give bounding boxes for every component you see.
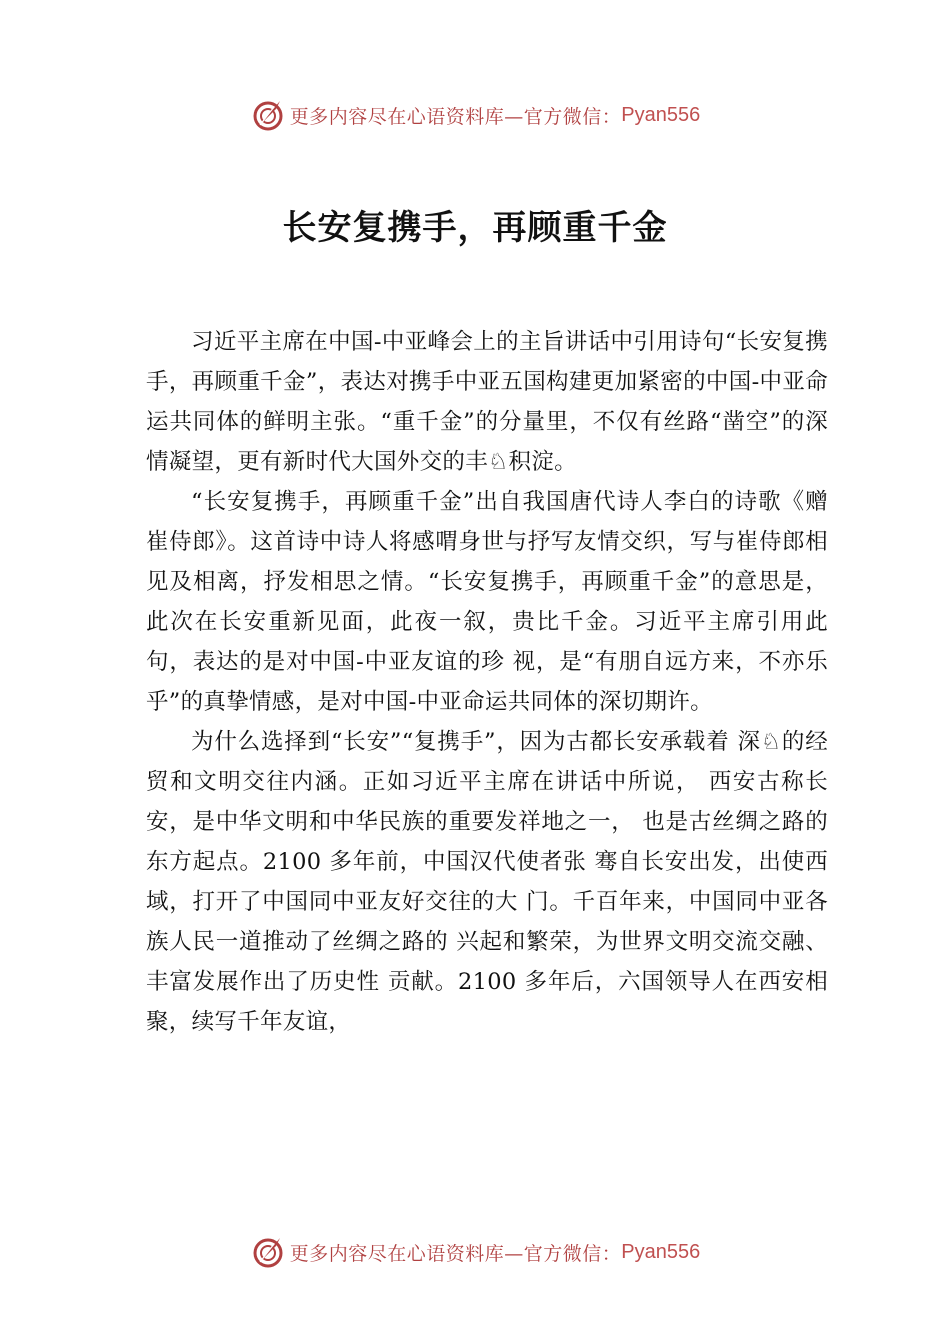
banner-text: 更多内容尽在心语资料库—官方微信： [289, 1242, 622, 1265]
paragraph-2: “长安复携手，再顾重千金”出自我国唐代诗人李白的诗歌《赠崔侍郎》。这首诗中诗人将感喟身世与抒写友情交织，写与崔侍郎相见及相离，抒发相思之情。“长安复携手，再顾重千金”的意思是，此次在长安重新见面，此夜一叙，贵比千金。习近平主席引用此句，表达的是对中国-中亚友谊的珍 视，是“有朋自远方来，不亦乐乎”的真挚情感，是对中国-中亚命运共同体的深切期许。 [146, 489, 828, 715]
paragraph-3: 为什么选择到“长安”“复携手”，因为古都长安承载着 深♘的经贸和文明交往内涵。正如习近平主席在讲话中所说， 西安古称长安，是中华文明和中华民族的重要发祥地之一， 也是古丝绸之路的东方起点。2100 多年前，中国汉代使者张 骞自长安出发，出使西域，打开了中国同中亚友好交往的大 门。千百年来，中国同中亚各族人民一道推动了丝绸之路的 兴起和繁荣，为世界文明交流交融、丰富发展作出了历史性 贡献。2100 多年后，六国领导人在西安相聚，续写千年友谊， [146, 729, 828, 1035]
quill-pen-logo-icon [250, 1234, 286, 1270]
footer-banner [0, 1232, 950, 1272]
banner-text: 更多内容尽在心语资料库—官方微信： [289, 105, 622, 128]
wechat-id: Pyan556 [621, 1240, 701, 1263]
paragraph-1: 习近平主席在中国-中亚峰会上的主旨讲话中引用诗句“长安复携手，再顾重千金”，表达对携手中亚五国构建更加紧密的中国-中亚命运共同体的鲜明主张。“重千金”的分量里，不仅有丝路“凿空”的深情凝望，更有新时代大国外交的丰♘积淀。 [146, 329, 828, 475]
article-body [146, 322, 828, 1042]
quill-pen-logo-icon [250, 97, 286, 133]
article-title: 长安复携手，再顾重千金 [282, 208, 668, 248]
wechat-id: Pyan556 [621, 103, 701, 126]
header-banner [0, 95, 950, 135]
